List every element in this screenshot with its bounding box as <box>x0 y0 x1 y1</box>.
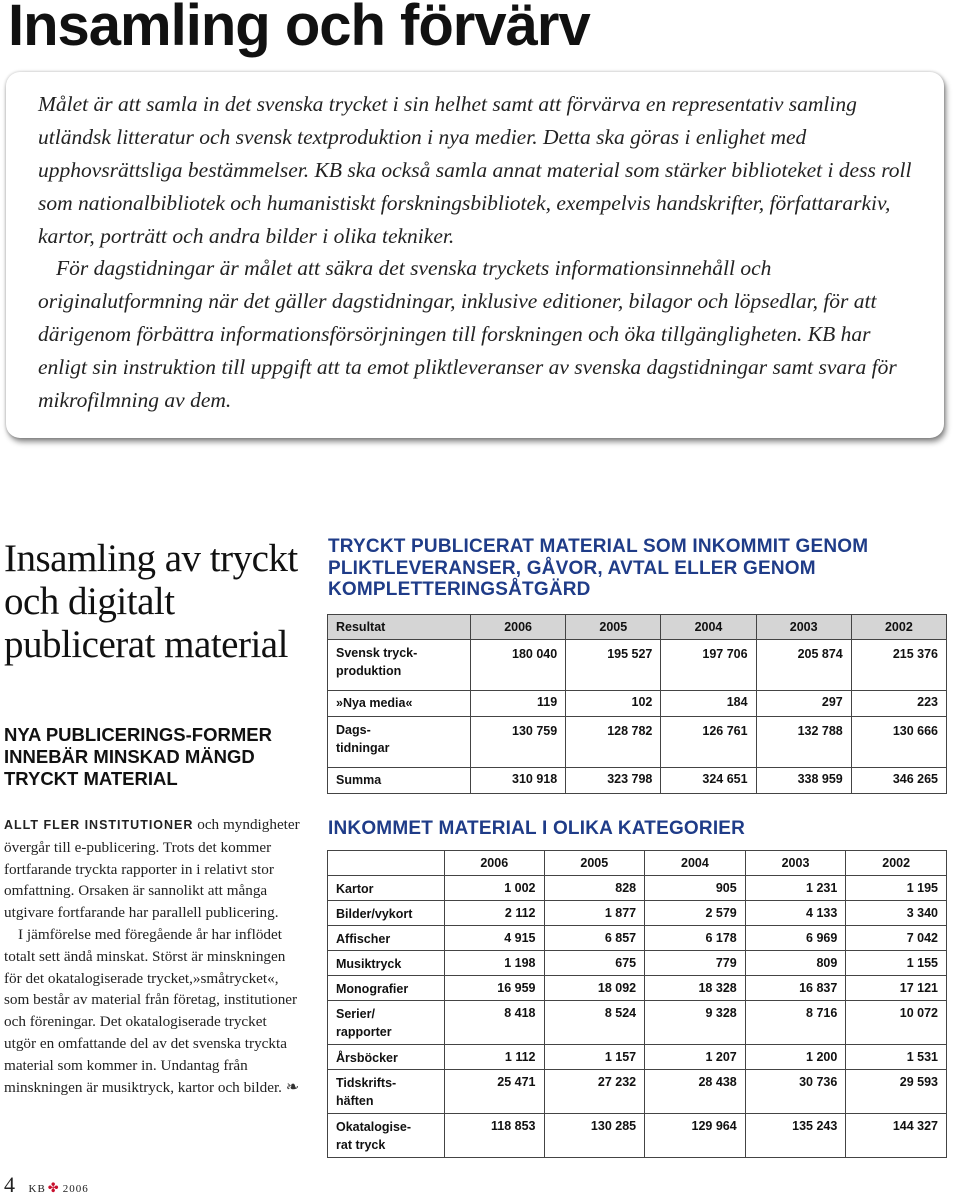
table-cell: 128 782 <box>566 717 661 768</box>
header-cell: Resultat <box>328 615 471 640</box>
table-cell: 828 <box>544 876 645 901</box>
header-cell: 2002 <box>846 851 947 876</box>
table-cell: 10 072 <box>846 1001 947 1045</box>
table-row <box>328 1045 947 1070</box>
table-cell: 1 198 <box>445 951 545 976</box>
table-cell: 9 328 <box>645 1001 746 1045</box>
intro-paragraph-2: För dagstidningar är målet att säkra det svenska tryckets informationsinnehåll och originalutformning när det gäller dagstidningar, inklusive editioner, bilagor och löpsedlar, för att därigenom förbättra informationsförsörjningen till forskningen och öka tillgängligheten. KB har enligt sin instruktion till uppgift att ta emot pliktleveranser av svenska dagstidningar samt svara för mikrofilmning av dem. <box>38 256 897 412</box>
table-cell: 3 340 <box>846 901 947 926</box>
row-label: Affischer <box>328 926 445 951</box>
row-label: Tidskrifts- häften <box>328 1070 445 1114</box>
table-header-row <box>328 851 947 876</box>
table-row <box>328 717 947 768</box>
row-label: Musiktryck <box>328 951 445 976</box>
table-row <box>328 926 947 951</box>
table-cell: 1 200 <box>745 1045 846 1070</box>
table-cell: 195 527 <box>566 640 661 691</box>
header-cell: 2006 <box>445 851 545 876</box>
table-row <box>328 1114 947 1158</box>
fleuron-icon: ❧ <box>285 1078 300 1096</box>
table-cell: 18 328 <box>645 976 746 1001</box>
table-cell: 27 232 <box>544 1070 645 1114</box>
row-label: Monografier <box>328 976 445 1001</box>
header-cell <box>328 851 445 876</box>
body-paragraph-2-text: I jämförelse med föregående år har inflödet totalt sett ändå minskat. Störst är minskningen för det okatalogiserade trycket,»småtrycket«, som består av material från företag, institutioner och föreningar. Det okatalogiserade trycket utgör en omfattande del av det svenska tryckta material som kommer in. Undantag från minskningen är musiktryck, kartor och bilder. <box>4 925 298 1096</box>
table-cell: 346 265 <box>851 768 946 794</box>
header-cell: 2005 <box>544 851 645 876</box>
table-cell: 8 716 <box>745 1001 846 1045</box>
table-cell: 28 438 <box>645 1070 746 1114</box>
table-cell: 18 092 <box>544 976 645 1001</box>
table2-title: INKOMMET MATERIAL I OLIKA KATEGORIER <box>328 818 746 839</box>
row-label: Årsböcker <box>328 1045 445 1070</box>
table-cell: 180 040 <box>471 640 566 691</box>
table-printed-material <box>327 614 947 794</box>
table-cell: 6 178 <box>645 926 746 951</box>
page-number: 4 <box>4 1172 15 1197</box>
table-cell: 1 531 <box>846 1045 947 1070</box>
table-cell: 6 857 <box>544 926 645 951</box>
section-heading: Insamling av tryckt och digitalt publicerat material <box>4 537 298 666</box>
table-cell: 675 <box>544 951 645 976</box>
table-cell: 338 959 <box>756 768 851 794</box>
intro-box <box>6 72 944 438</box>
table-cell: 779 <box>645 951 746 976</box>
row-label: Dags- tidningar <box>328 717 471 768</box>
table-cell: 905 <box>645 876 746 901</box>
table-cell: 7 042 <box>846 926 947 951</box>
table-cell: 4 915 <box>445 926 545 951</box>
table-cell: 130 285 <box>544 1114 645 1158</box>
header-cell: 2002 <box>851 615 946 640</box>
table-row <box>328 691 947 717</box>
table-cell: 30 736 <box>745 1070 846 1114</box>
body-paragraph-2 <box>4 924 300 1098</box>
row-label: Svensk tryck- produktion <box>328 640 471 691</box>
table-cell: 324 651 <box>661 768 756 794</box>
header-cell: 2004 <box>661 615 756 640</box>
table-cell: 215 376 <box>851 640 946 691</box>
table-cell: 310 918 <box>471 768 566 794</box>
table-cell: 809 <box>745 951 846 976</box>
table-cell: 135 243 <box>745 1114 846 1158</box>
table-cell: 323 798 <box>566 768 661 794</box>
table-header-row <box>328 615 947 640</box>
header-cell: 2005 <box>566 615 661 640</box>
row-label: Summa <box>328 768 471 794</box>
table-cell: 197 706 <box>661 640 756 691</box>
table-cell: 29 593 <box>846 1070 947 1114</box>
table-row <box>328 976 947 1001</box>
table-row <box>328 1001 947 1045</box>
header-cell: 2003 <box>745 851 846 876</box>
section-subheading: NYA PUBLICERINGS-FORMER INNEBÄR MINSKAD MÄNGD TRYCKT MATERIAL <box>4 724 272 789</box>
table-cell: 16 837 <box>745 976 846 1001</box>
table-cell: 223 <box>851 691 946 717</box>
table-row <box>328 901 947 926</box>
body-paragraph-1 <box>4 814 300 924</box>
page-footer <box>4 1172 89 1198</box>
row-label: Kartor <box>328 876 445 901</box>
publication-name: KB <box>28 1183 46 1195</box>
table-cell: 8 418 <box>445 1001 545 1045</box>
table-material-categories <box>327 850 947 1158</box>
table-cell: 205 874 <box>756 640 851 691</box>
table-cell: 130 666 <box>851 717 946 768</box>
table-row <box>328 876 947 901</box>
table-cell: 184 <box>661 691 756 717</box>
row-label: »Nya media« <box>328 691 471 717</box>
table-cell: 16 959 <box>445 976 545 1001</box>
intro-paragraph-1: Målet är att samla in det svenska trycket i sin helhet samt att förvärva en representativ samling utländsk litteratur och svensk textproduktion i nya medier. Detta ska göras i enlighet med upphovsrättsliga bestämmelser. KB ska också samla annat material som stärker biblioteket i dess roll som nationalbibliotek och humanistiskt forskningsbibliotek, exempelvis handskrifter, författararkiv, kartor, porträtt och andra bilder i olika tekniker. <box>38 92 912 248</box>
table-cell: 1 195 <box>846 876 947 901</box>
table-row-total <box>328 768 947 794</box>
row-label: Serier/ rapporter <box>328 1001 445 1045</box>
header-cell: 2006 <box>471 615 566 640</box>
table-cell: 1 231 <box>745 876 846 901</box>
table-cell: 102 <box>566 691 661 717</box>
header-cell: 2003 <box>756 615 851 640</box>
page-title: Insamling och förvärv <box>8 0 590 58</box>
table-cell: 1 157 <box>544 1045 645 1070</box>
table-cell: 1 207 <box>645 1045 746 1070</box>
row-label: Bilder/vykort <box>328 901 445 926</box>
table1-title: TRYCKT PUBLICERAT MATERIAL SOM INKOMMIT GENOM PLIKTLEVERANSER, GÅVOR, AVTAL ELLER GENOM KOMPLETTERINGSÅTGÄRD <box>328 536 869 600</box>
table-cell: 2 579 <box>645 901 746 926</box>
table-row <box>328 951 947 976</box>
lead-in: ALLT FLER INSTITUTIONER <box>4 818 194 832</box>
table-cell: 1 002 <box>445 876 545 901</box>
table-cell: 132 788 <box>756 717 851 768</box>
body-paragraph-1-text: och myndigheter övergår till e-publicering. Trots det kommer fortfarande tryckta rapporter in i relativt stor omfattning. Orsaken är sannolikt att många utgivare fortfarande har parallell publicering. <box>4 816 300 922</box>
table-cell: 119 <box>471 691 566 717</box>
table-row <box>328 640 947 691</box>
table-cell: 2 112 <box>445 901 545 926</box>
table-cell: 1 877 <box>544 901 645 926</box>
kb-cross-icon: ✤ <box>47 1180 59 1195</box>
table-cell: 8 524 <box>544 1001 645 1045</box>
table-cell: 1 155 <box>846 951 947 976</box>
table-cell: 129 964 <box>645 1114 746 1158</box>
table-cell: 118 853 <box>445 1114 545 1158</box>
table-cell: 297 <box>756 691 851 717</box>
table-cell: 126 761 <box>661 717 756 768</box>
table-row <box>328 1070 947 1114</box>
row-label: Okatalogise- rat tryck <box>328 1114 445 1158</box>
table-cell: 6 969 <box>745 926 846 951</box>
table-cell: 1 112 <box>445 1045 545 1070</box>
publication-year: 2006 <box>62 1183 89 1195</box>
table-cell: 17 121 <box>846 976 947 1001</box>
table-cell: 25 471 <box>445 1070 545 1114</box>
table-cell: 144 327 <box>846 1114 947 1158</box>
header-cell: 2004 <box>645 851 746 876</box>
section-body <box>4 814 300 1098</box>
table-cell: 4 133 <box>745 901 846 926</box>
table-cell: 130 759 <box>471 717 566 768</box>
